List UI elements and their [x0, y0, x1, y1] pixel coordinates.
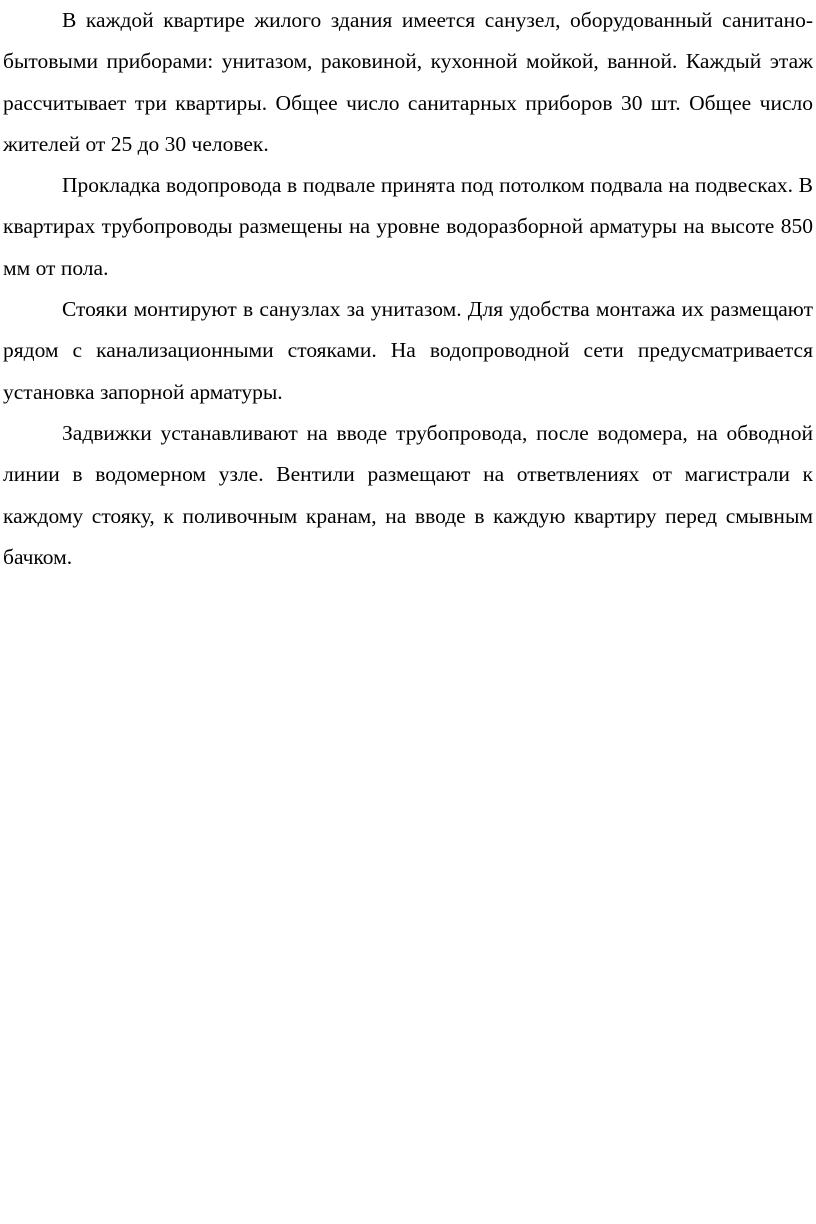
paragraph-sanitary-equipment: В каждой квартире жилого здания имеется санузел, оборудованный санитано-бытовыми приборами: унитазом, раковиной, кухонной мойкой, ванной. Каждый этаж рассчитывает три квартиры. Общее число санитарных приборов 30 шт. Общее число жителей от 25 до 30 человек.	[3, 8, 813, 156]
paragraph-valves: Задвижки устанавливают на вводе трубопровода, после водомера, на обводной линии в водомерном узле. Вентили размещают на ответвлениях от магистрали к каждому стояку, к поливочным кранам, на вводе в каждую квартиру перед смывным бачком.	[3, 420, 813, 569]
document-body	[3, 0, 813, 578]
paragraph-risers: Стояки монтируют в санузлах за унитазом. Для удобства монтажа их размещают рядом с канализационными стояками. На водопроводной сети предусматривается установка запорной арматуры.	[3, 297, 813, 404]
paragraph-pipe-routing: Прокладка водопровода в подвале принята под потолком подвала на подвесках. В квартирах трубопроводы размещены на уровне водоразборной арматуры на высоте 850 мм от пола.	[3, 173, 813, 280]
